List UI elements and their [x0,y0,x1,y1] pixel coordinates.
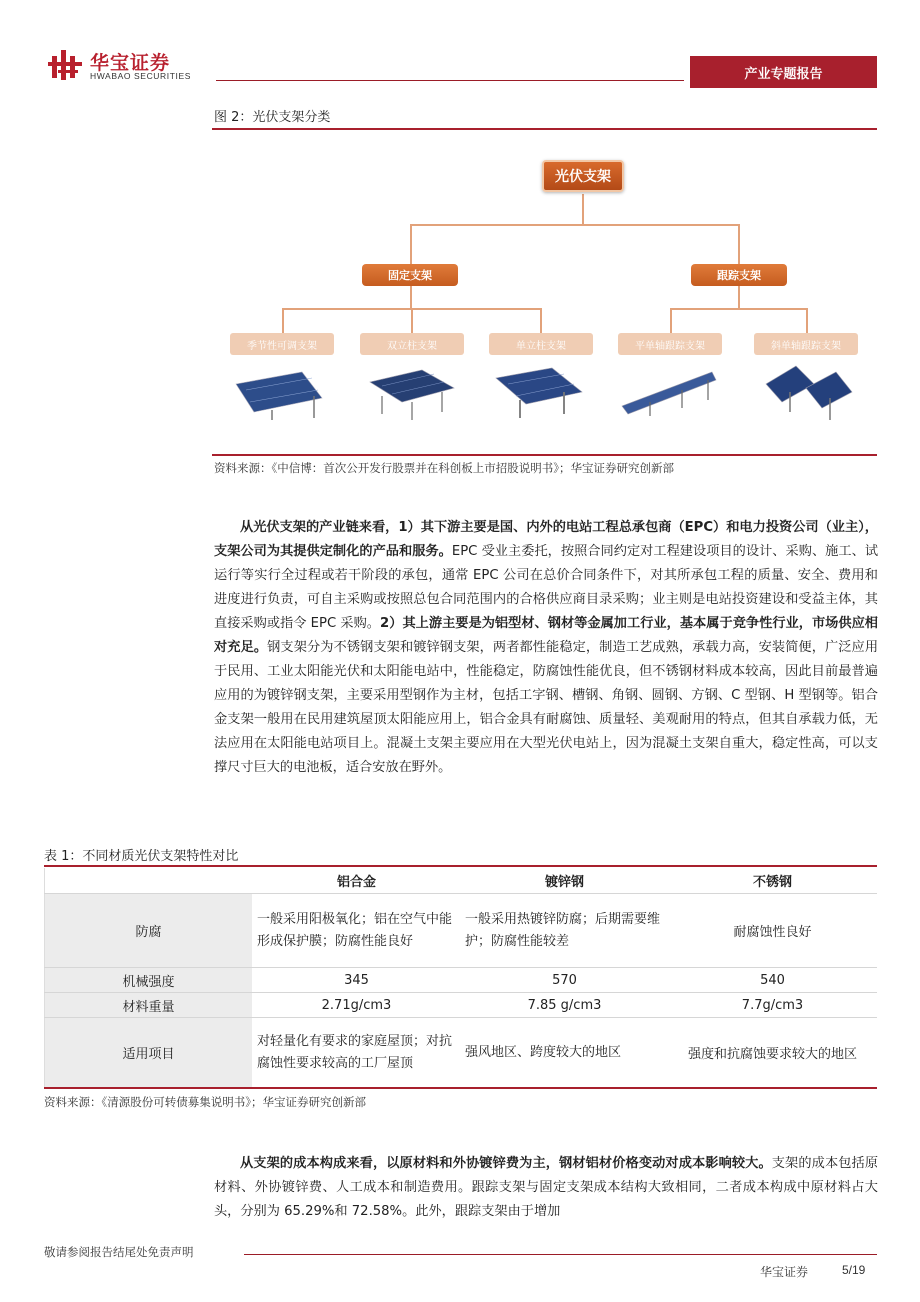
cell-galvanized-steel: 一般采用热镀锌防腐；后期需要维护；防腐性能较差 [461,894,669,968]
cell-stainless-steel: 强度和抗腐蚀要求较大的地区 [669,1018,877,1088]
header-divider [216,80,684,81]
table-title: 表 1：不同材质光伏支架特性对比 [44,849,239,864]
footer-brand: 华宝证券 [760,1265,809,1279]
horizontal-tracker-illustration [620,362,720,422]
figure-title: 图 2：光伏支架分类 [214,110,331,125]
row-label: 机械强度 [45,968,253,993]
double-column-illustration [362,362,462,422]
diagram-root-node: 光伏支架 [542,160,624,192]
diagram-leaf-double-column: 双立柱支架 [360,333,464,355]
table-header-blank [45,868,253,894]
diagram-node-tracking-bracket: 跟踪支架 [691,264,787,286]
cell-galvanized-steel: 7.85 g/cm3 [461,993,669,1018]
para2-bold-1: 从支架的成本构成来看，以原材料和外协镀锌费为主，钢材铝材价格变动对成本影响较大。 [240,1156,772,1171]
cell-galvanized-steel: 强风地区、跨度较大的地区 [461,1018,669,1088]
cell-galvanized-steel: 570 [461,968,669,993]
diagram-leaf-horizontal-single-axis: 平单轴跟踪支架 [618,333,722,355]
cell-aluminum: 对轻量化有要求的家庭屋顶；对抗腐蚀性要求较高的工厂屋顶 [253,1018,461,1088]
table-header-stainless-steel: 不锈钢 [669,868,877,894]
logo-english-name: HWABAO SECURITIES [90,71,192,81]
table-bottom-rule [44,1087,877,1089]
para1-bold-2: 2）其上游主要是为铝型材、钢材等金属加工行业，基本属于竞争性行业，市场供应相对充足。 [214,616,878,655]
figure-source: 资料来源：《中信博：首次公开发行股票并在科创板上市招股说明书》；华宝证券研究创新部 [214,461,674,475]
cell-aluminum: 345 [253,968,461,993]
tilted-tracker-illustration [756,362,856,422]
table-header-galvanized-steel: 镀锌钢 [461,868,669,894]
report-type-badge: 产业专题报告 [690,56,877,88]
body-paragraph-industry-chain [214,516,878,780]
row-label: 材料重量 [45,993,253,1018]
hwabao-logo-icon [48,48,84,82]
table-row [45,968,877,993]
single-column-illustration [490,362,590,422]
para1-text-2: 钢支架分为不锈钢支架和镀锌钢支架，两者都性能稳定，制造工艺成熟，承载力高，安装简便，广泛应用于民用、工业太阳能光伏和太阳能电站中，性能稳定，防腐蚀性能优良，但不锈钢材料成本较高，因此目前最普遍应用的为镀锌钢支架，主要采用型钢作为主材，包括工字钢、槽钢、角钢、圆钢、方钢、C 型钢、H 型钢等。铝合金支架一般用在民用建筑屋顶太阳能应用上，铝合金具有耐腐蚀、质量轻、美观耐用的特点，但其自承载力低，无法应用在太阳能电站项目上。混凝土支架主要应用在大型光伏电站上，因为混凝土支架自重大，稳定性高，可以支撑尺寸巨大的电池板，适合安放在野外。 [214,640,879,775]
table-source: 资料来源：《清源股份可转债募集说明书》；华宝证券研究创新部 [44,1095,366,1109]
page-number: 5/19 [842,1263,866,1277]
cell-aluminum: 一般采用阳极氧化；铝在空气中能形成保护膜；防腐性能良好 [253,894,461,968]
cell-stainless-steel: 7.7g/cm3 [669,993,877,1018]
pv-bracket-classification-diagram [212,130,877,455]
table-header-row [45,868,877,894]
diagram-node-fixed-bracket: 固定支架 [362,264,458,286]
company-logo [48,48,218,84]
cell-stainless-steel: 耐腐蚀性良好 [669,894,877,968]
table-header-aluminum: 铝合金 [253,868,461,894]
figure-bottom-rule [212,454,877,456]
material-comparison-table [44,867,877,1088]
para2-text-1: 支架的成本包括原材料、外协镀锌费、人工成本和制造费用。跟踪支架与固定支架成本结构大致相同，二者成本构成中原材料占大头，分别为 65.29%和 72.58%。此外，跟踪支架由于增加 [214,1156,879,1219]
para1-bold-1: 从光伏支架的产业链来看，1）其下游主要是国、内外的电站工程总承包商（EPC）和电力投资公司（业主），支架公司为其提供定制化的产品和服务。 [214,520,878,559]
table-row [45,894,877,968]
body-paragraph-cost-structure [214,1152,878,1224]
cell-stainless-steel: 540 [669,968,877,993]
diagram-leaf-seasonal-adjustable: 季节性可调支架 [230,333,334,355]
table-row [45,993,877,1018]
para1-text-1: EPC 受业主委托，按照合同约定对工程建设项目的设计、采购、施工、试运行等实行全过程或若干阶段的承包，通常 EPC 公司在总价合同条件下，对其所承包工程的质量、安全、费用和进度进行负责，可自主采购或按照总包合同范围内的合格供应商目录采购；业主则是电站投资建设和受益主体，其直接采购或指令 EPC 采购。 [214,544,879,631]
footer-divider [244,1254,877,1255]
row-label: 适用项目 [45,1018,253,1088]
diagram-leaf-single-column: 单立柱支架 [489,333,593,355]
footer-disclaimer: 敬请参阅报告结尾处免责声明 [44,1245,194,1259]
seasonal-bracket-illustration [232,362,332,422]
logo-chinese-name: 华宝证券 [90,52,171,74]
table-row [45,1018,877,1088]
diagram-leaf-tilted-single-axis: 斜单轴跟踪支架 [754,333,858,355]
cell-aluminum: 2.71g/cm3 [253,993,461,1018]
row-label: 防腐 [45,894,253,968]
